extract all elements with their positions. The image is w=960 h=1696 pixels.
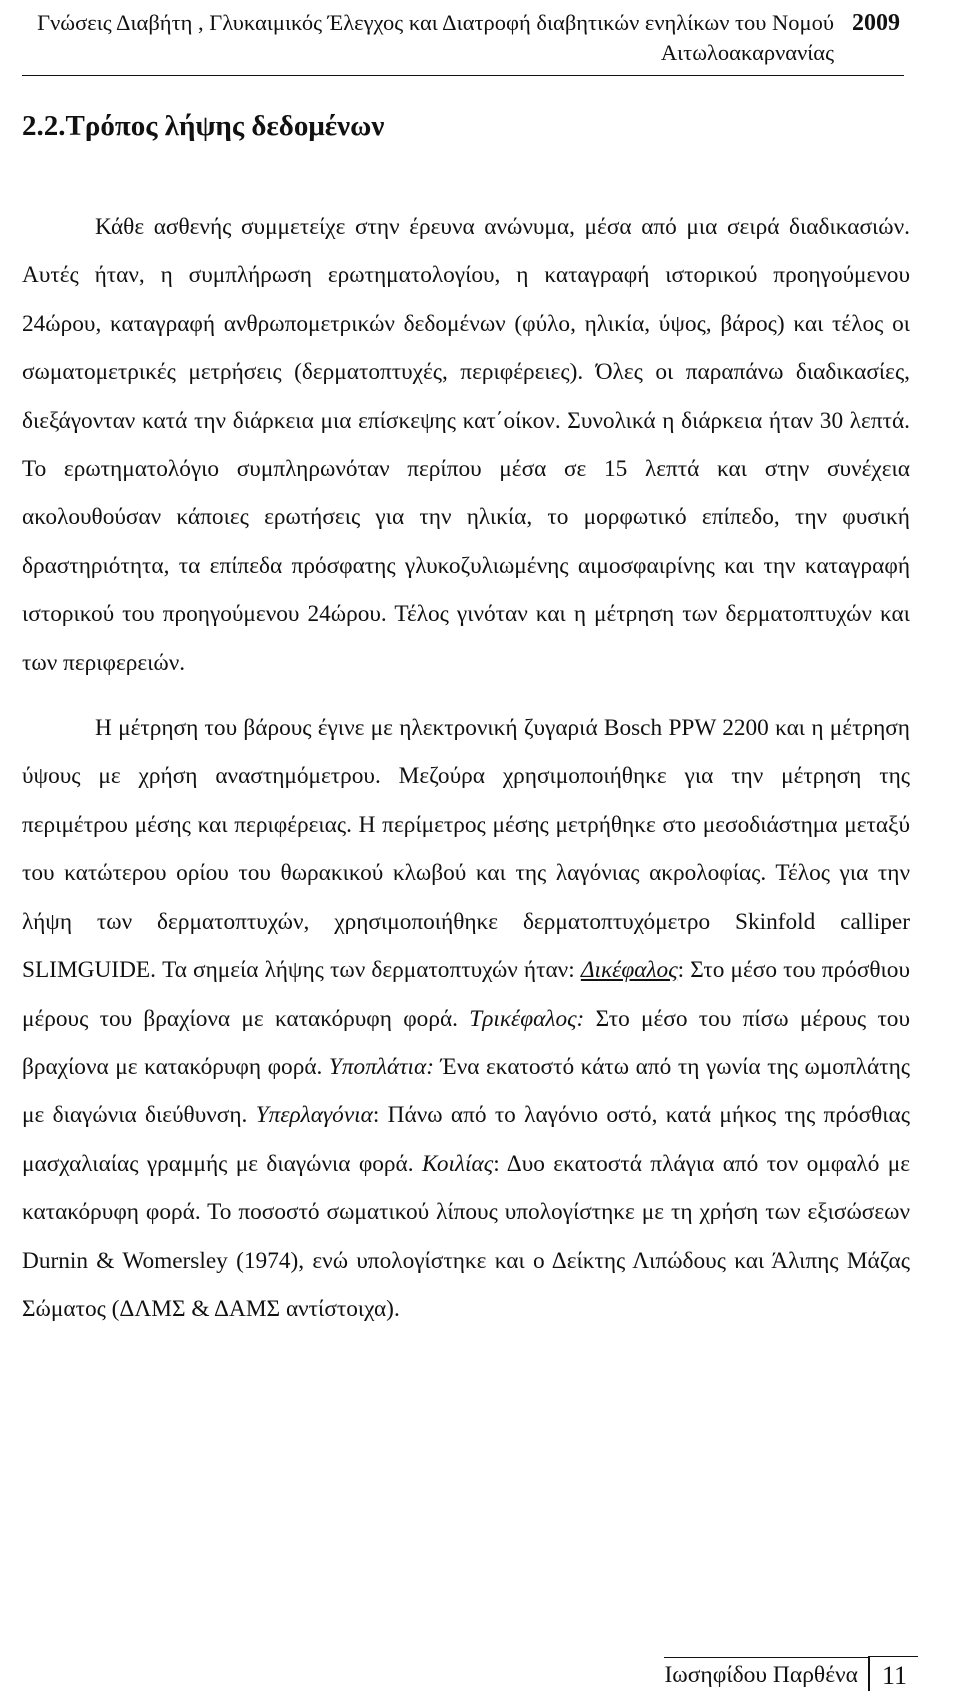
- text-run: Στο μέσο του πίσω μέρους του βραχίονα με κατακόρυφη φορά.: [22, 1005, 910, 1080]
- header-title: Γνώσεις Διαβήτη , Γλυκαιμικός Έλεγχος και Διατροφή διαβητικών ενηλίκων του Νομού Αιτωλοακαρνανίας: [37, 10, 834, 65]
- footer-author: Ιωσηφίδου Παρθένα: [664, 1657, 868, 1689]
- section-heading: 2.2.Τρόπος λήψης δεδομένων: [22, 110, 385, 142]
- header-year: 2009: [852, 10, 900, 36]
- body-text: [22, 203, 910, 1333]
- term-abdominal: Κοιλίας: [421, 1150, 494, 1177]
- term-suprailiac: Υπερλαγόνια: [255, 1102, 373, 1129]
- term-triceps: Τρικέφαλος:: [469, 1005, 585, 1032]
- running-header: [22, 8, 902, 68]
- paragraph-data-collection: Κάθε ασθενής συμμετείχε στην έρευνα ανώνυμα, μέσα από μια σειρά διαδικασιών. Αυτές ήταν, η συμπλήρωση ερωτηματολογίου, η καταγραφή ιστορικού προηγούμενου 24ώρου, καταγραφή ανθρωπομετρικών δεδομένων (φύλο, ηλικία, ύψος, βάρος) και τέλος οι σωματομετρικές μετρήσεις (δερματοπτυχές, περιφέρειες). Όλες οι παραπάνω διαδικασίες, διεξάγονταν κατά την διάρκεια μια επίσκεψης κατ΄οίκον. Συνολικά η διάρκεια ήταν 30 λεπτά. Το ερωτηματολόγιο συμπληρωνόταν περίπου μέσα σε 15 λεπτά και στην συνέχεια ακολουθούσαν κάποιες ερωτήσεις για την ηλικία, το μορφωτικό επίπεδο, την φυσική δραστηριότητα, τα επίπεδα πρόσφατης γλυκοζυλιωμένης αιμοσφαιρίνης και την καταγραφή ιστορικού του προηγούμενου 24ώρου. Τέλος γινόταν και η μέτρηση των δερματοπτυχών και των περιφερειών.: [22, 214, 910, 676]
- page-footer: [664, 1652, 918, 1694]
- text-run: : Στο μέσο του πρόσθιου μέρους του βραχίονα με κατακόρυφη φορά.: [22, 957, 910, 1032]
- term-subscapular: Υποπλάτια:: [328, 1053, 434, 1080]
- text-run: Η μέτρηση του βάρους έγινε με ηλεκτρονική ζυγαριά Bosch PPW 2200 και η μέτρηση ύψους με χρήση αναστημόμετρου. Μεζούρα χρησιμοποιήθηκε για την μέτρηση της περιμέτρου μέσης και περιφέρειας. Η περίμετρος μέσης μετρήθηκε στο μεσοδιάστημα μεταξύ του κατώτερου ορίου του θωρακικού κλωβού και της λαγόνιας ακρολοφίας. Τέλος για την λήψη των δερματοπτυχών, χρησιμοποιήθηκε δερματοπτυχόμετρο Skinfold calliper SLIMGUIDE. Τα σημεία λήψης των δερματοπτυχών ήταν:: [22, 715, 910, 984]
- paragraph-measurements: [22, 704, 910, 1333]
- text-run: : Δυο εκατοστά πλάγια από τον ομφαλό με κατακόρυφη φορά. Το ποσοστό σωματικού λίπους υπολογίστηκε με τη χρήση των εξισώσεων Durnin & Womersley (1974), ενώ υπολογίστηκε και ο Δείκτης Λιπώδους και Άλιπης Μάζας Σώματος (ΔΛΜΣ & ΔΑΜΣ αντίστοιχα).: [22, 1150, 910, 1322]
- text-run: Ένα εκατοστό κάτω από τη γωνία της ωμοπλάτης με διαγώνια διεύθυνση.: [22, 1053, 910, 1129]
- header-divider: [22, 75, 904, 76]
- term-biceps: Δικέφαλος: [580, 957, 678, 984]
- text-run: : Πάνω από το λαγόνιο οστό, κατά μήκος της πρόσθιας μασχαλιαίας γραμμής με διαγώνια φορά.: [22, 1102, 910, 1177]
- page-number: 11: [868, 1656, 918, 1691]
